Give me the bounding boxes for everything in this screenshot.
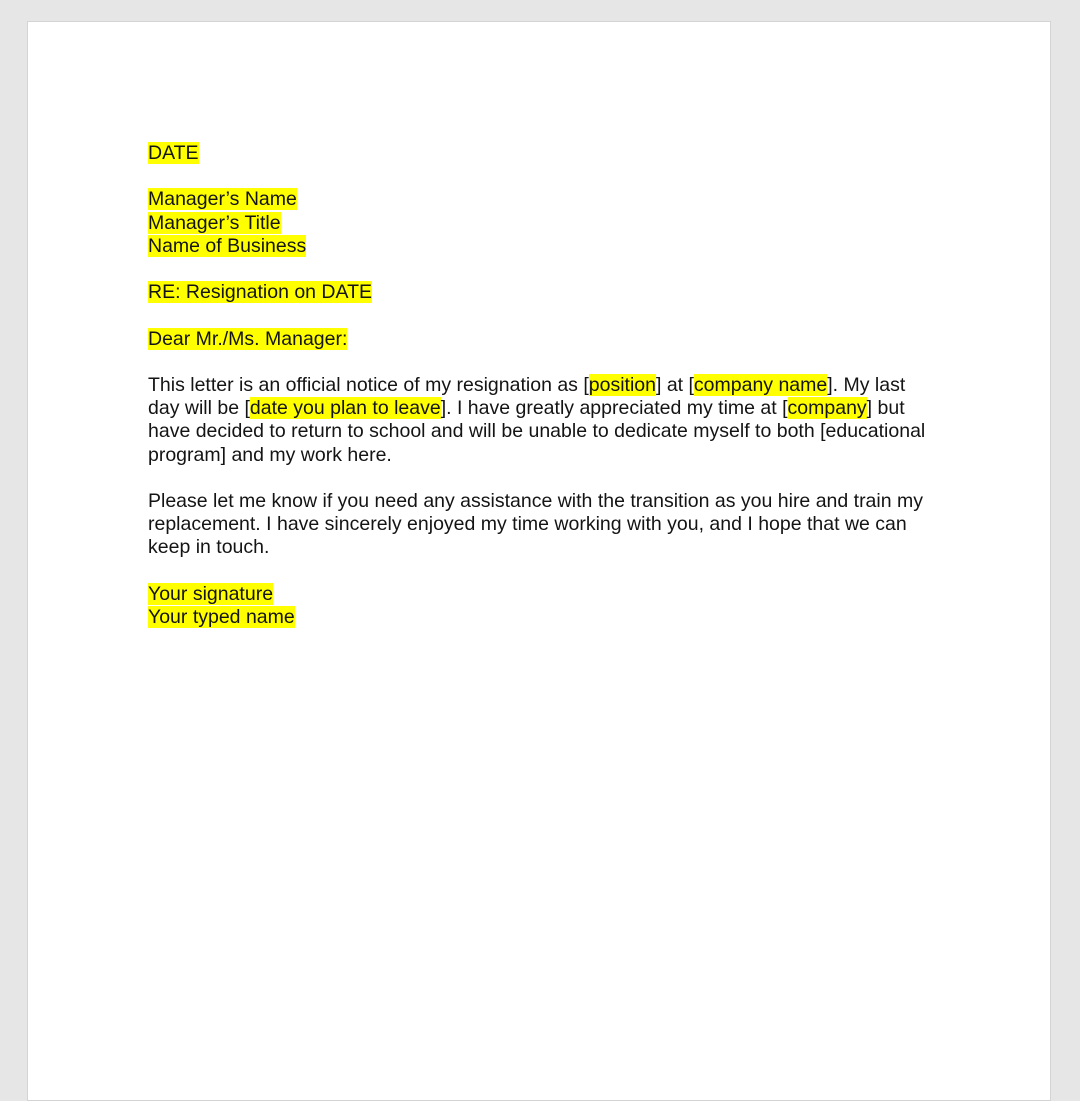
position-placeholder: position xyxy=(588,373,656,396)
paragraph-text: ]. I have greatly appreciated my time at [ xyxy=(440,397,788,420)
paragraph-text: ] but have decided to return to school and will be unable to dedicate myself to both [educational program] and my work here. xyxy=(148,397,926,466)
company-placeholder: company xyxy=(787,397,867,420)
letter-body xyxy=(148,142,938,629)
document-page xyxy=(27,21,1051,1101)
manager-name-placeholder: Manager’s Name xyxy=(148,188,297,211)
leave-date-placeholder: date you plan to leave xyxy=(249,397,441,420)
subject-line: RE: Resignation on DATE xyxy=(148,281,372,304)
typed-name-placeholder: Your typed name xyxy=(148,605,295,628)
paragraph-text: This letter is an official notice of my resignation as [ xyxy=(148,373,589,396)
paragraph-transition: Please let me know if you need any assistance with the transition as you hire and train my replacement. I have sincerely enjoyed my time working with you, and I hope that we can keep in touch. xyxy=(148,489,923,559)
business-name-placeholder: Name of Business xyxy=(148,234,307,257)
paragraph-text: ] at [ xyxy=(655,373,694,396)
company-name-placeholder: company name xyxy=(693,373,828,396)
date-placeholder: DATE xyxy=(148,142,199,164)
signature-placeholder: Your signature xyxy=(148,582,274,605)
salutation: Dear Mr./Ms. Manager: xyxy=(148,327,348,350)
manager-title-placeholder: Manager’s Title xyxy=(148,211,281,234)
paragraph-resignation-notice xyxy=(148,374,938,467)
paragraph-text: ]. My last day will be [ xyxy=(148,373,906,420)
